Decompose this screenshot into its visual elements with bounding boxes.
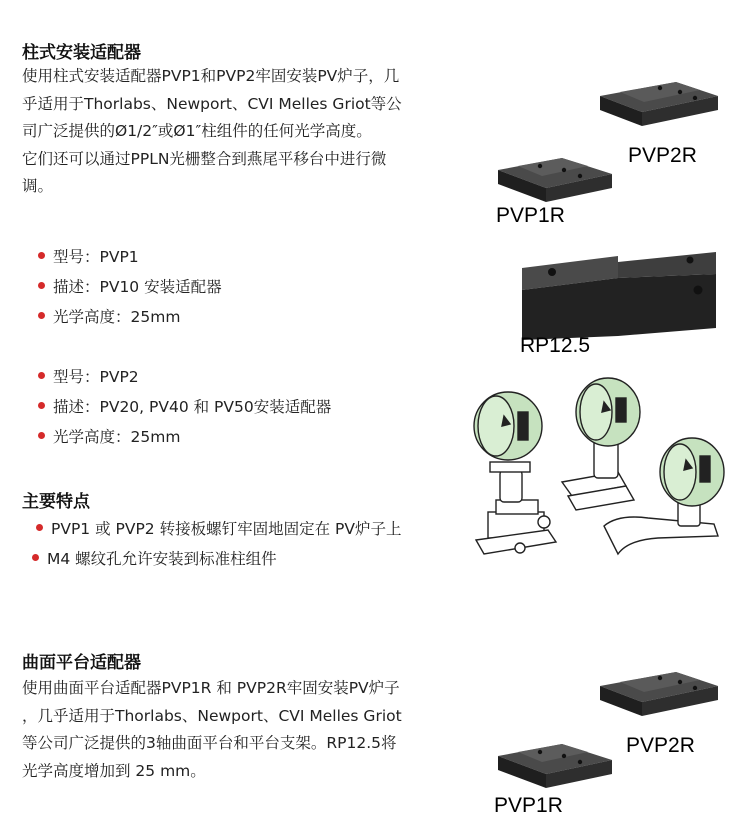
paragraph-line: 司广泛提供的Ø1/2″或Ø1″柱组件的任何光学高度。 bbox=[22, 122, 372, 140]
list-item: 描述：PV10 安装适配器 bbox=[38, 272, 222, 302]
pvp1-spec-list bbox=[38, 242, 222, 332]
paragraph-line: 光学高度增加到 25 mm。 bbox=[22, 761, 206, 780]
platform-adapters-image bbox=[480, 660, 740, 820]
list-item: 型号：PVP2 bbox=[38, 362, 331, 392]
oven-on-stage-assembly bbox=[474, 392, 556, 554]
list-item: 型号：PVP1 bbox=[38, 242, 222, 272]
section-title-platform-mount: 曲面平台适配器 bbox=[22, 653, 141, 673]
rp12-5-image bbox=[510, 248, 730, 360]
paragraph-line: 调。 bbox=[22, 177, 54, 195]
section-paragraph-post-mount bbox=[22, 63, 472, 201]
section-title-post-mount: 柱式安装适配器 bbox=[22, 43, 141, 63]
pvp1r-plate bbox=[498, 158, 612, 202]
oven-mounts-illustration bbox=[468, 372, 740, 572]
paragraph-line: 使用柱式安装适配器PVP1和PVP2牢固安装PV炉子，几 bbox=[22, 67, 400, 85]
features-title: 主要特点 bbox=[22, 492, 90, 512]
pvp1r-label: PVP1R bbox=[496, 204, 565, 227]
pvp2r-label: PVP2R bbox=[626, 734, 695, 757]
pvp1r-plate bbox=[498, 744, 612, 788]
pvp1r-label: PVP1R bbox=[494, 794, 563, 817]
pvp2-spec-list bbox=[38, 362, 331, 452]
list-item: 描述：PV20, PV40 和 PV50安装适配器 bbox=[38, 392, 331, 422]
features-list bbox=[36, 514, 401, 574]
rp12-5-label: RP12.5 bbox=[520, 334, 591, 357]
bullet-icon bbox=[32, 554, 39, 561]
list-item: 光学高度：25mm bbox=[38, 302, 222, 332]
bullet-icon bbox=[38, 432, 45, 439]
bullet-icon bbox=[38, 312, 45, 319]
bullet-icon bbox=[38, 402, 45, 409]
bullet-icon bbox=[38, 372, 45, 379]
paragraph-line: 它们还可以通过PPLN光栅整合到燕尾平移台中进行微 bbox=[22, 149, 387, 168]
list-item: PVP1 或 PVP2 转接板螺钉牢固地固定在 PV炉子上 bbox=[36, 514, 401, 544]
pvp2r-plate bbox=[600, 82, 718, 126]
list-item: 光学高度：25mm bbox=[38, 422, 331, 452]
paragraph-line: ，几乎适用于Thorlabs、Newport、CVI Melles Griot bbox=[22, 706, 402, 725]
paragraph-line: 等公司广泛提供的3轴曲面平台和平台支架。RP12.5将 bbox=[22, 734, 397, 752]
pvp2r-label: PVP2R bbox=[628, 144, 697, 167]
bullet-icon bbox=[38, 282, 45, 289]
bullet-icon bbox=[36, 524, 43, 531]
pvp2r-plate bbox=[600, 672, 718, 716]
paragraph-line: 使用曲面平台适配器PVP1R 和 PVP2R牢固安装PV炉子 bbox=[22, 679, 400, 697]
bullet-icon bbox=[38, 252, 45, 259]
oven-on-post-assembly bbox=[562, 378, 640, 510]
paragraph-line: 乎适用于Thorlabs、Newport、CVI Melles Griot等公 bbox=[22, 94, 402, 113]
plate-adapters-image bbox=[480, 70, 740, 240]
list-item: M4 螺纹孔允许安装到标准柱组件 bbox=[32, 544, 401, 574]
rp12-5-block bbox=[522, 252, 716, 340]
section-paragraph-platform-mount bbox=[22, 675, 477, 785]
